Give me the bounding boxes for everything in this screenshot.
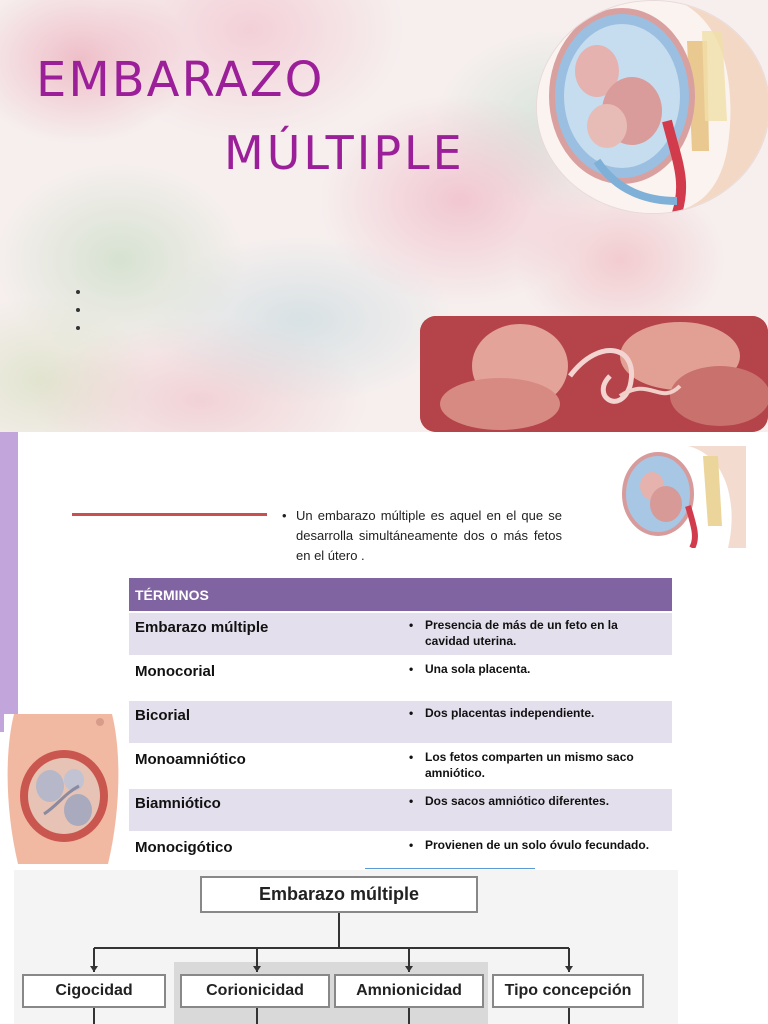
accent-line xyxy=(72,513,267,516)
bullet-dot xyxy=(76,326,80,330)
definition-cell: • Presencia de más de un feto en la cavidad uterina. xyxy=(401,612,672,656)
term-cell: Monoamniótico xyxy=(129,744,401,788)
terms-table-header: TÉRMINOS xyxy=(129,578,672,612)
definition-cell: • Provienen de un solo óvulo fecundado. xyxy=(401,832,672,876)
pregnant-belly-illustration xyxy=(4,714,122,864)
bullet-dot xyxy=(76,308,80,312)
table-row xyxy=(129,700,672,744)
bullet-dot xyxy=(76,290,80,294)
table-row xyxy=(129,744,672,788)
definition-cell: • Una sola placenta. xyxy=(401,656,672,700)
term-cell: Embarazo múltiple xyxy=(129,612,401,656)
accent-bar xyxy=(0,432,18,732)
diagram-child-box: Cigocidad xyxy=(22,974,166,1008)
divider-line xyxy=(365,868,535,869)
definition-cell: • Dos placentas independiente. xyxy=(401,700,672,744)
definition-cell: • Los fetos comparten un mismo saco amniótico. xyxy=(401,744,672,788)
table-row xyxy=(129,612,672,656)
title-line-2: MÚLTIPLE xyxy=(224,126,465,180)
title-slide xyxy=(0,0,768,432)
term-cell: Monocorial xyxy=(129,656,401,700)
definition-cell: • Dos sacos amniótico diferentes. xyxy=(401,788,672,832)
table-row xyxy=(129,788,672,832)
title-line-1: EMBARAZO xyxy=(36,52,325,108)
pregnant-uterus-illustration xyxy=(536,0,768,214)
diagram-child-box: Amnionicidad xyxy=(334,974,484,1008)
empty-bullets xyxy=(76,290,80,344)
diagram-root-box: Embarazo múltiple xyxy=(200,876,478,913)
term-cell: Biamniótico xyxy=(129,788,401,832)
terms-slide xyxy=(0,432,768,868)
diagram-child-box: Tipo concepción xyxy=(492,974,644,1008)
diagram-child-box: Corionicidad xyxy=(180,974,330,1008)
term-cell: Monocigótico xyxy=(129,832,401,876)
intro-paragraph: • Un embarazo múltiple es aquel en el que se desarrolla simultáneamente dos o más fetos en el útero . xyxy=(282,506,562,566)
fetus-photo xyxy=(420,316,768,432)
classification-diagram xyxy=(14,870,678,1024)
table-row xyxy=(129,656,672,700)
term-cell: Bicorial xyxy=(129,700,401,744)
pregnant-uterus-illustration-small xyxy=(618,446,746,548)
